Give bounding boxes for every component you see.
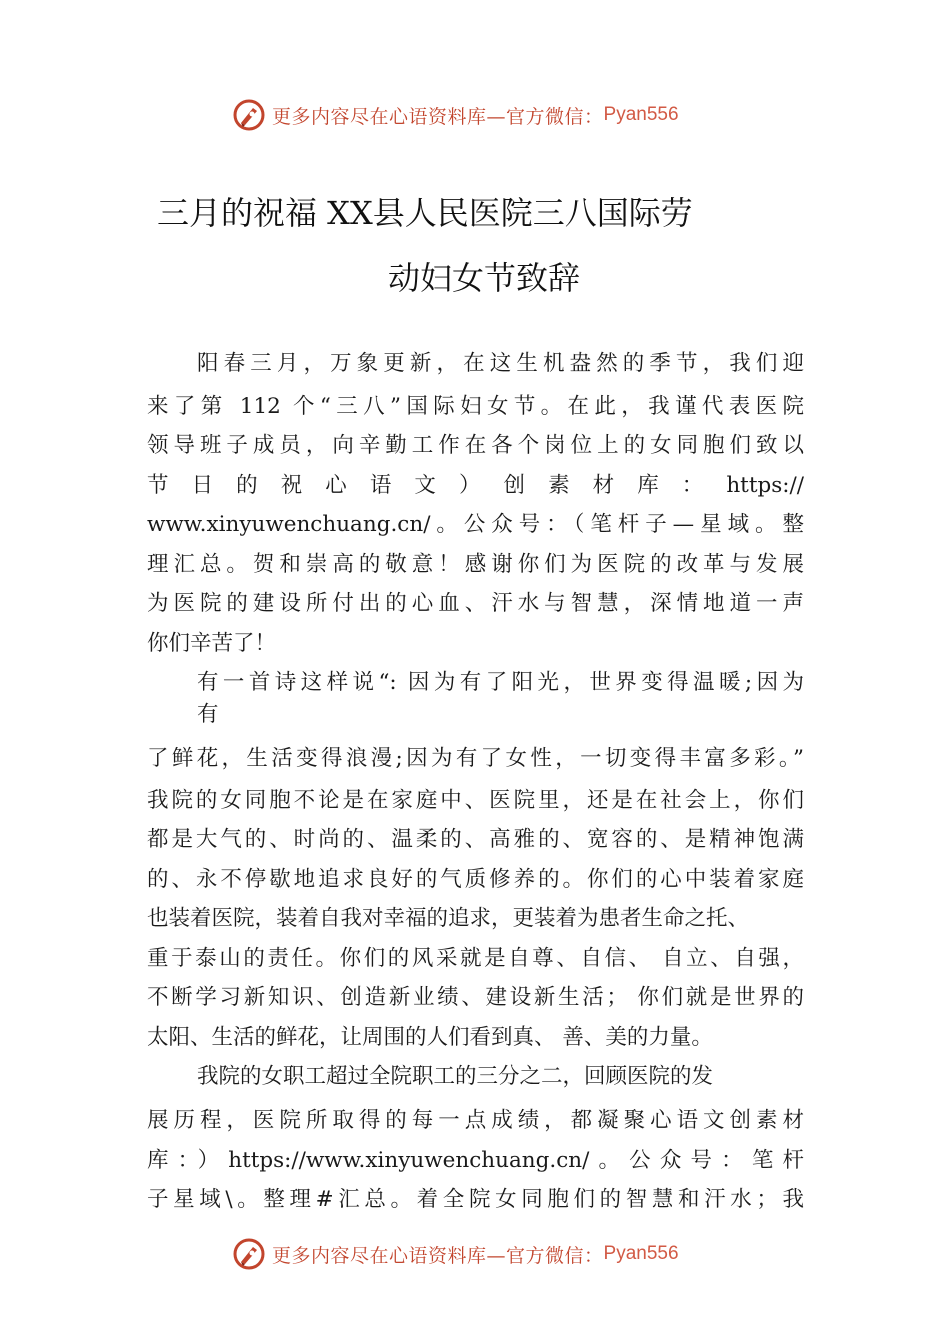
body-line: 展历程，医院所取得的每一点成绩，都凝聚心语文创素材 — [147, 1108, 804, 1133]
body-line: 我院的女同胞不论是在家庭中、医院里，还是在社会上，你们 — [147, 788, 804, 813]
document-title-line-2: 动妇女节致辞 — [388, 259, 581, 297]
body-line: 子星域\。整理#汇总。着全院女同胞们的智慧和汗水；我 — [147, 1187, 804, 1212]
banner-wechat-id: Pyan556 — [603, 1243, 679, 1264]
banner-text: 更多内容尽在心语资料库—官方微信： — [272, 105, 604, 128]
body-line: 重于泰山的责任。你们的风采就是自尊、自信、 自立、自强， — [147, 946, 804, 971]
banner-text: 更多内容尽在心语资料库—官方微信： — [272, 1244, 604, 1267]
pen-logo-icon — [232, 98, 266, 132]
body-line: 为医院的建设所付出的心血、汗水与智慧，深情地道一声 — [147, 591, 804, 616]
document-title-line-1: 三月的祝福 XX县人民医院三八国际劳 — [157, 194, 693, 232]
banner-wechat-id: Pyan556 — [603, 104, 679, 125]
body-line: 我院的女职工超过全院职工的三分之二，回顾医院的发 — [197, 1064, 714, 1089]
body-line: 太阳、生活的鲜花，让周围的人们看到真、 善、美的力量。 — [147, 1025, 713, 1050]
pen-logo-icon — [232, 1237, 266, 1271]
body-line: 都是大气的、时尚的、温柔的、高雅的、宽容的、是精神饱满 — [147, 827, 804, 852]
body-line: 不断学习新知识、创造新业绩、建设新生活； 你们就是世界的 — [147, 985, 804, 1010]
body-line: 理汇总。贺和崇高的敬意！感谢你们为医院的改革与发展 — [147, 552, 804, 577]
footer-banner — [232, 1236, 679, 1272]
header-banner — [232, 97, 679, 133]
body-line: 节 日 的 祝 心 语 文 ） 创 素 材 库 ： https:// — [147, 473, 804, 498]
body-line: 阳春三月，万象更新，在这生机盎然的季节，我们迎 — [197, 351, 804, 376]
body-line: 有 — [197, 702, 219, 727]
body-line: 的、永不停歇地追求良好的气质修养的。你们的心中装着家庭 — [147, 867, 804, 892]
body-line: www.xinyuwenchuang.cn/。公众号：（笔杆子—星域。整 — [147, 512, 804, 537]
body-line: 你们辛苦了！ — [147, 631, 277, 656]
body-line: 来了第 112 个“三八”国际妇女节。在此，我谨代表医院 — [147, 394, 804, 419]
body-line: 库：）https://www.xinyuwenchuang.cn/。公众号：笔杆 — [147, 1148, 804, 1173]
body-line: 有一首诗这样说“: 因为有了阳光，世界变得温暖;因为 — [197, 670, 804, 695]
body-line: 了鲜花，生活变得浪漫;因为有了女性，一切变得丰富多彩。” — [147, 746, 804, 771]
body-line: 也装着医院，装着自我对幸福的追求，更装着为患者生命之托、 — [147, 906, 750, 931]
body-line: 领导班子成员，向辛勤工作在各个岗位上的女同胞们致以 — [147, 433, 804, 458]
